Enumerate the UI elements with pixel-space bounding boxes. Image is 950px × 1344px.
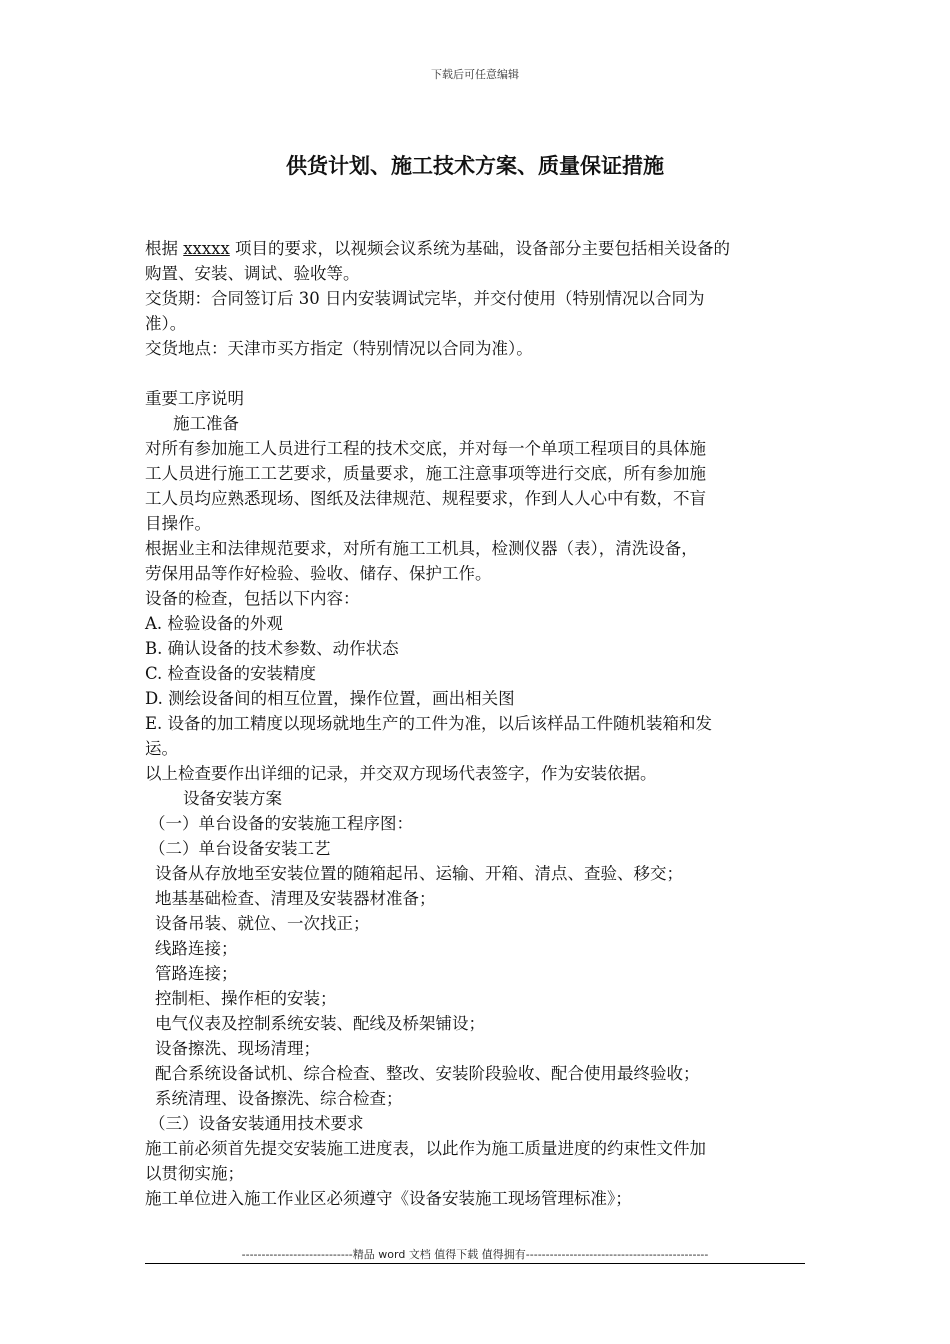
blank-line <box>145 361 815 386</box>
paragraph-line: 对所有参加施工人员进行工程的技术交底，并对每一个单项工程项目的具体施 <box>145 439 706 458</box>
sub-heading: 施工准备 <box>173 414 239 433</box>
paragraph-line: 根据业主和法律规范要求，对所有施工工机具，检测仪器（表），清洗设备， <box>145 539 698 558</box>
requirement-line: 以贯彻实施； <box>145 1164 244 1183</box>
paragraph-line: 工人员进行施工工艺要求，质量要求，施工注意事项等进行交底，所有参加施 <box>145 464 706 483</box>
check-item-continued: 运。 <box>145 739 178 758</box>
document-title: 供货计划、施工技术方案、质量保证措施 <box>286 153 664 178</box>
footer-rule <box>145 1263 805 1264</box>
project-name: xxxxx <box>183 239 230 258</box>
install-step: 地基基础检查、清理及安装器材准备； <box>155 889 436 908</box>
requirement-line: 施工前必须首先提交安装施工进度表，以此作为施工质量进度的约束性文件加 <box>145 1139 706 1158</box>
check-intro: 设备的检查，包括以下内容： <box>145 589 360 608</box>
sub-heading: （二）单台设备安装工艺 <box>149 839 331 858</box>
install-step: 控制柜、操作柜的安装； <box>155 989 337 1008</box>
delivery-location-line: 交货地点：天津市买方指定（特别情况以合同为准）。 <box>145 339 533 358</box>
intro-prefix: 根据 <box>145 239 184 258</box>
sub-heading: （一）单台设备的安装施工程序图： <box>149 814 413 833</box>
install-step: 电气仪表及控制系统安装、配线及桥架铺设； <box>155 1014 485 1033</box>
paragraph-line: 工人员均应熟悉现场、图纸及法律规范、规程要求，作到人人心中有数，不盲 <box>145 489 706 508</box>
install-step: 设备从存放地至安装位置的随箱起吊、运输、开箱、清点、查验、移交； <box>155 864 683 883</box>
install-step: 管路连接； <box>155 964 238 983</box>
header-note: 下载后可任意编辑 <box>431 68 519 81</box>
paragraph-line: 目操作。 <box>145 514 211 533</box>
check-item: A. 检验设备的外观 <box>145 614 283 633</box>
check-outro: 以上检查要作出详细的记录，并交双方现场代表签字，作为安装依据。 <box>145 764 657 783</box>
install-step: 设备擦洗、现场清理； <box>155 1039 320 1058</box>
delivery-period-line: 交货期：合同签订后 30 日内安装调试完毕，并交付使用（特别情况以合同为 <box>145 289 705 308</box>
requirement-line: 施工单位进入施工作业区必须遵守《设备安装施工现场管理标准》； <box>145 1189 632 1208</box>
intro-rest: 项目的要求，以视频会议系统为基础，设备部分主要包括相关设备的 <box>229 239 731 258</box>
section-heading: 设备安装方案 <box>183 789 282 808</box>
check-item: D. 测绘设备间的相互位置，操作位置，画出相关图 <box>145 689 515 708</box>
check-item: E. 设备的加工精度以现场就地生产的工件为准，以后该样品工件随机装箱和发 <box>145 714 713 733</box>
install-step: 线路连接； <box>155 939 238 958</box>
section-heading: 重要工序说明 <box>145 389 244 408</box>
intro-paragraph-line <box>145 236 815 261</box>
footer-note: ----------------------------精品 word 文档 值得下载 值得拥有---------------------------------------------- <box>241 1248 709 1261</box>
check-item: C. 检查设备的安装精度 <box>145 664 317 683</box>
install-step: 配合系统设备试机、综合检查、整改、安装阶段验收、配合使用最终验收； <box>155 1064 700 1083</box>
sub-heading: （三）设备安装通用技术要求 <box>149 1114 364 1133</box>
intro-paragraph-line: 购置、安装、调试、验收等。 <box>145 264 360 283</box>
install-step: 系统清理、设备擦洗、综合检查； <box>155 1089 403 1108</box>
install-step: 设备吊装、就位、一次找正； <box>155 914 370 933</box>
check-item: B. 确认设备的技术参数、动作状态 <box>145 639 399 658</box>
document-body <box>145 236 815 1211</box>
paragraph-line: 劳保用品等作好检验、验收、储存、保护工作。 <box>145 564 492 583</box>
delivery-period-line: 准）。 <box>145 314 187 333</box>
